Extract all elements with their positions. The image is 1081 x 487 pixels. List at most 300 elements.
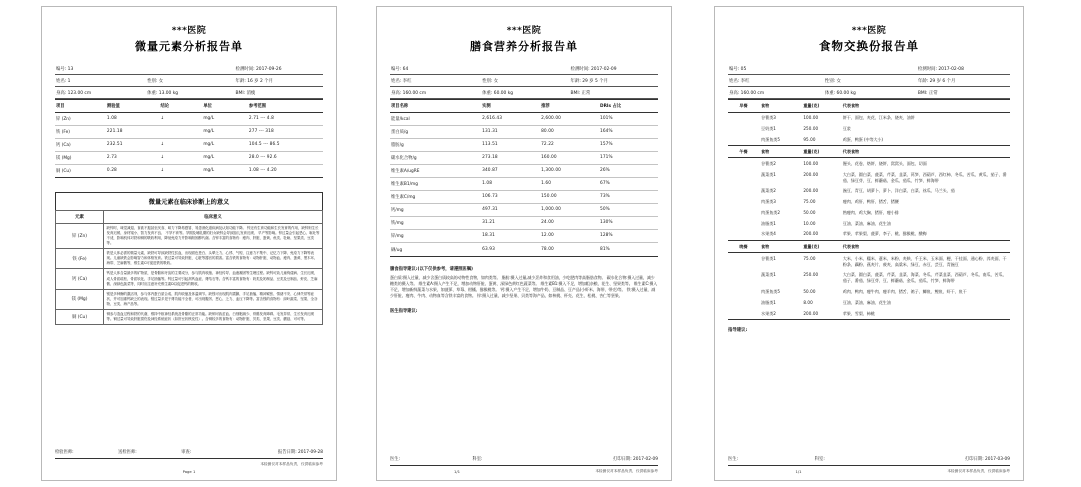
cell-dris-ratio: 81% — [599, 243, 658, 256]
cell-conclusion — [160, 125, 203, 138]
cell-food-group: 谷薯类3 — [761, 114, 776, 120]
cell-dris-ratio: 164% — [599, 125, 658, 138]
cell-unit: mg/L — [202, 125, 248, 138]
print-date: 打印日期: 2017-03-09 — [965, 456, 1010, 462]
patient-age-label: 年龄: — [235, 78, 246, 84]
patient-weight-value: 60.00 kg — [836, 90, 856, 96]
info-row — [728, 86, 1010, 98]
patient-age-label: 年龄: — [570, 78, 581, 84]
page-spacer — [390, 314, 658, 455]
page-title: 食物交换份报告单 — [819, 39, 919, 53]
table-row — [728, 253, 1010, 270]
column-header-unit: 单位 — [202, 99, 248, 112]
cell-food-group: 油脂类1 — [761, 299, 776, 305]
cell-recommended-value: 2,600.00 — [540, 112, 599, 125]
cell-food-group: 油脂类1 — [761, 220, 776, 226]
footer-line — [390, 466, 658, 475]
cell-food-weight: 200.00 — [801, 308, 840, 319]
table-row — [390, 112, 658, 125]
patient-height-cell — [55, 86, 146, 98]
cell-food-weight: 50.00 — [803, 209, 816, 215]
cell-unit: mg/L — [202, 151, 248, 164]
hospital-name: ***医院 — [171, 26, 207, 36]
cell-representative-foods: 豆油、菜油、麻油、花生油 — [842, 220, 891, 226]
patient-age-label: 年龄: — [917, 78, 929, 84]
cell-food-group: 豆奶类1 — [761, 125, 776, 131]
cell-actual-value: 273.18 — [481, 151, 540, 164]
cell-meal-spacer — [728, 218, 759, 229]
patient-id-label: 编号: — [56, 66, 67, 72]
document-page-trace-element-report[interactable] — [41, 6, 337, 481]
signature-row — [728, 456, 1010, 466]
cell-conclusion: ↓ — [160, 151, 203, 164]
cell-food-weight: 95.00 — [803, 136, 816, 142]
patient-bmi-cell — [917, 86, 1010, 98]
table-row — [390, 243, 658, 256]
cell-conclusion: ↓ — [160, 164, 203, 177]
cell-nutrient-name: 锌/mg — [390, 230, 481, 243]
cell-actual-value: 106.73 — [481, 191, 540, 204]
cell-clinical-meaning: 铜参与造血过程和铁的代谢，维持中枢神经系统及骨骼的正常功能。缺铜可致贫血、白细胞减少、骨骼发育障碍、毛发异常、生长发育迟缓等。铜过量可导致肝脏损伤及神经系统症状（如肝豆状核变性）。含铜较多的食物有：动物肝脏、贝类、坚果、豆类、蘑菇、可可等。 — [104, 309, 323, 324]
cell-actual-value: 131.31 — [481, 125, 540, 138]
table-row — [390, 125, 658, 138]
test-time-label: 检测时间: — [917, 66, 937, 72]
patient-age-cell — [917, 74, 1010, 86]
cell-representative-foods: 苹果、雪梨、柿桃 — [841, 308, 1010, 319]
cell-meal-name: 早餐 — [728, 99, 759, 112]
cell-actual-value: 63.93 — [481, 243, 540, 256]
info-empty-cell — [481, 63, 569, 74]
cell-actual-value: 18.31 — [481, 230, 540, 243]
cell-recommended-value: 78.00 — [540, 243, 599, 256]
cell-food-weight: 8.00 — [803, 299, 813, 305]
test-time-cell — [570, 63, 658, 74]
cell-representative-foods: 豌豆、青豆、胡萝卜、萝卜、洋白菜、白菜、丝瓜、马兰头、茄 — [842, 188, 955, 194]
info-row — [390, 63, 658, 74]
cell-actual-value: 113.51 — [481, 138, 540, 151]
cell-element-name: 铁 (Fe) — [55, 125, 106, 138]
disclaimer-text: 本检测仅对本样品负责，仅供临床参考 — [260, 462, 323, 466]
cell-representative-foods: 熟瘦肉、鸡大胸、猪肝、瘦小排 — [842, 209, 899, 215]
cell-actual-value: 31.21 — [481, 217, 540, 230]
table-header-row — [390, 99, 658, 112]
cell-recommended-value: 72.22 — [540, 138, 599, 151]
patient-id-label: 编号: — [391, 66, 402, 72]
test-time-value: 2017-02-09 — [591, 66, 617, 72]
patient-sex-cell — [146, 74, 234, 86]
table-row — [56, 249, 323, 269]
patient-bmi-label: BMI: — [570, 90, 581, 96]
info-row — [728, 63, 1010, 74]
table-row — [390, 230, 658, 243]
patient-name-label: 姓名: — [56, 78, 67, 84]
table-row — [728, 123, 1010, 134]
patient-name-label: 姓名: — [729, 78, 740, 84]
cell-food-group: 水果类2 — [759, 308, 801, 319]
patient-id-label: 编号: — [729, 66, 740, 72]
patient-id-value: 64 — [402, 66, 409, 72]
reviewer-label: 审查: — [181, 449, 192, 455]
column-header-represent: 代表食物 — [841, 145, 1010, 158]
cell-actual-value: 2,616.43 — [481, 112, 540, 125]
cell-meal-spacer — [728, 186, 759, 197]
patient-height-value: 160.00 cm — [740, 90, 765, 96]
cell-meal-spacer — [728, 134, 759, 145]
patient-weight-value: 13.00 kg — [158, 90, 179, 96]
cell-food-group: 肉蛋鱼类2 — [761, 209, 780, 215]
column-header-actual: 实测 — [481, 99, 540, 112]
column-header-weight: 重量(克) — [801, 240, 840, 253]
table-row — [728, 308, 1010, 319]
patient-id-cell — [728, 63, 824, 74]
cell-food-group: 谷薯类1 — [761, 255, 776, 261]
patient-weight-cell — [481, 86, 569, 98]
table-row — [55, 112, 323, 125]
table-row — [728, 287, 1010, 298]
table-row — [728, 112, 1010, 123]
diet-recommendation-body: 蛋白质:摄入过量，减少含蛋白质较高的动物性食物，如肉类等。 脂肪:摄入过量,减少烹炸和食用油，少吃肥肉等高脂肪食物。 碳水化合物:摄入过量，减少糖类的摄入等。 维生素A:摄入产生不足，增加动物肝脏、蛋黄、深绿色黄红色蔬菜等。 维生素B1:摄入不足，增加粗杂粮、花生、坚果类等。 维生素C:摄入不足，增加新鲜蔬菜与水果，如菠萝、草莓、柑橘、猕猴桃等。 钙:摄入产生不足，增加牛奶、豆制品、豆产品(小虾米、海带、带壳)等。 铁:摄入过量，减少肝脏、瘦肉、牛肉、动物血等含铁丰富的食物。 锌:摄入过量，减少坚果、贝类等海产品，如核桃、杯壳、花生、松桃、杏仁等坚果。 — [390, 274, 658, 299]
info-row — [390, 74, 658, 86]
column-header-conclusion: 结论 — [160, 99, 203, 112]
patient-bmi-value: 正常 — [581, 90, 591, 96]
cell-meal-spacer — [728, 253, 759, 270]
cell-nutrient-name: 碳水化合物/g — [390, 151, 481, 164]
cell-recommended-value: 150.00 — [540, 191, 599, 204]
doctor-label: 医生: — [390, 456, 401, 462]
cell-recommended-value: 1.60 — [540, 178, 599, 191]
cell-element-symbol: 钙 (Ca) — [56, 269, 104, 289]
patient-info-table — [55, 63, 323, 99]
cell-measured-value: 232.51 — [106, 138, 160, 151]
table-row — [728, 229, 1010, 240]
patient-age-value: 29 岁 5 个月 — [582, 78, 608, 84]
table-row — [390, 138, 658, 151]
advice-label: 指导建议: — [728, 327, 748, 333]
department-label: 科室: — [472, 456, 483, 462]
table-header-row — [55, 99, 323, 112]
cell-representative-foods: 鸡肉、鸭肉、瘦牛肉、瘦羊肉、猪舌、鸽子、鲫鱼、鲤鱼、虾干、鱼干 — [842, 289, 967, 295]
cell-dris-ratio: 50% — [599, 204, 658, 217]
doctor-label: 医生: — [728, 456, 739, 462]
cell-actual-value: 497.31 — [481, 204, 540, 217]
cell-dris-ratio: 26% — [599, 164, 658, 177]
column-header-weight: 重量(克) — [801, 145, 840, 158]
table-row — [390, 164, 658, 177]
test-time-value: 2017-02-08 — [938, 66, 964, 72]
patient-bmi-label: BMI: — [917, 90, 928, 96]
cell-recommended-value: 1,000.00 — [540, 204, 599, 217]
table-row — [728, 218, 1010, 229]
cell-dris-ratio: 67% — [599, 178, 658, 191]
cell-food-weight: 100.00 — [803, 160, 819, 166]
cell-food-weight: 250.00 — [803, 272, 819, 278]
patient-name-value: 李红 — [402, 78, 412, 84]
column-header-food: 食物 — [759, 240, 801, 253]
cell-meal-name: 午餐 — [728, 145, 759, 158]
table-row — [728, 186, 1010, 197]
footer-line — [728, 466, 1010, 475]
meal-header-row — [728, 99, 1010, 112]
column-header-range: 参考范围 — [248, 99, 323, 112]
table-row — [56, 269, 323, 289]
cell-representative-foods: 鸡蛋、鸭蛋 (中等大小) — [842, 136, 883, 142]
column-header-food: 食物 — [759, 99, 801, 112]
cell-food-weight: 50.00 — [803, 289, 816, 295]
cell-reference-range: 28.0 --- 92.6 — [248, 151, 323, 164]
cell-nutrient-name: 维生素C/mg — [390, 191, 481, 204]
test-time-cell — [917, 63, 1010, 74]
table-row — [728, 297, 1010, 308]
cell-meal-spacer — [728, 123, 759, 134]
cell-food-weight: 200.00 — [803, 231, 819, 237]
disclaimer-text: 本检测仅对本样品负责，仅供临床参考 — [595, 469, 658, 473]
cell-food-group: 蔬菜类2 — [761, 188, 776, 194]
patient-weight-label: 体重: — [147, 90, 158, 96]
cell-food-weight: 10.00 — [803, 220, 816, 226]
diet-recommendation-section — [390, 266, 658, 315]
patient-height-label: 身高: — [729, 90, 740, 96]
patient-sex-label: 性别: — [147, 78, 158, 84]
patient-height-cell — [728, 86, 824, 98]
test-time-label: 检测时间: — [570, 66, 590, 72]
cell-meal-spacer — [728, 287, 759, 298]
cell-nutrient-name: 维生素A/ugRE — [390, 164, 481, 177]
info-row — [390, 86, 658, 98]
cell-reference-range: 1.08 --- 4.20 — [248, 164, 323, 177]
cell-reference-range: 2.71 --- 4.8 — [248, 112, 323, 125]
cell-recommended-value: 160.00 — [540, 151, 599, 164]
cell-food-weight: 200.00 — [803, 171, 819, 177]
cell-meal-spacer — [728, 308, 759, 319]
cell-recommended-value: 24.00 — [540, 217, 599, 230]
patient-id-cell — [55, 63, 146, 74]
cell-element-symbol: 镁 (Mg) — [56, 289, 104, 309]
cell-dris-ratio: 101% — [599, 112, 658, 125]
cell-reference-range: 277 --- 318 — [248, 125, 323, 138]
cell-measured-value: 0.28 — [106, 164, 160, 177]
patient-id-cell — [390, 63, 481, 74]
page-spacer — [728, 333, 1010, 456]
cell-nutrient-name: 硒/ug — [390, 243, 481, 256]
cell-nutrient-name: 维生素B1/mg — [390, 178, 481, 191]
table-row — [728, 197, 1010, 208]
cell-nutrient-name: 脂肪/g — [390, 138, 481, 151]
patient-weight-value: 60.00 kg — [493, 90, 514, 96]
cell-representative-foods: 苹果、苹果梨、菠萝、李子、桃、猕猴桃、酸梅 — [842, 231, 927, 237]
page-number: 1/1 — [795, 469, 802, 474]
cell-representative-foods: 豆浆 — [842, 125, 851, 131]
hospital-name: ***医院 — [851, 26, 887, 36]
cell-representative-foods: 瘦肉、鸡肝、鸭肝、猪舌、猪腰 — [842, 199, 899, 205]
patient-bmi-value: 正常 — [928, 90, 938, 96]
patient-height-value: 160.00 cm — [402, 90, 427, 96]
disclaimer-text: 本检测仅对本样品负责，仅供临床参考 — [947, 469, 1010, 473]
patient-weight-cell — [824, 86, 917, 98]
test-time-cell — [235, 63, 323, 74]
clinical-significance-table — [55, 210, 323, 325]
patient-name-cell — [728, 74, 824, 86]
cell-food-group: 谷薯类2 — [761, 160, 776, 166]
patient-bmi-cell — [570, 86, 658, 98]
cell-element-name: 镁 (Mg) — [55, 151, 106, 164]
cell-meal-spacer — [728, 270, 759, 287]
table-header-row — [56, 211, 323, 224]
column-header-represent: 代表食物 — [841, 240, 1010, 253]
cell-clinical-meaning: 钙是人体含量最多的矿物质，是骨骼和牙齿的主要成分，参与肌肉收缩、神经传导、血液凝固等生理过程。缺钙可致儿童佝偻病、生长迟缓，成人骨质疏松、骨质软化、手足抽搐等。钙过量可引起高钙血症、肾结石等。含钙丰富的食物有：奶类及奶制品、豆类及豆制品、虾皮、芝麻酱、深绿色蔬菜等，同时应注意补充维生素D以促进钙的吸收。 — [104, 269, 323, 289]
patient-height-cell — [390, 86, 481, 98]
table-row — [56, 224, 323, 249]
cell-representative-foods: 饼干、面包、麦花、江米条、烧麦、油饼 — [842, 114, 915, 120]
table-row — [55, 164, 323, 177]
patient-weight-cell — [146, 86, 234, 98]
page-title: 微量元素分析报告单 — [135, 40, 243, 53]
cell-dris-ratio: 171% — [599, 151, 658, 164]
table-row — [728, 169, 1010, 186]
patient-name-value: 1 — [67, 78, 71, 84]
document-page-nutrition-report[interactable] — [376, 6, 672, 481]
patient-sex-cell — [824, 74, 917, 86]
cell-representative-foods: 大米、小米、糯米、薏米、米粉、麦麸、千王米、玉米面、粳、干挂面、通心粉、荞麦面、干粉条、藕粉、燕麦片、莜麦、高粱米、绿豆、赤豆、芸豆、青豌豆 — [842, 255, 1007, 267]
page-spacer — [55, 325, 323, 449]
cell-food-weight: 100.00 — [803, 114, 819, 120]
cell-actual-value: 340.87 — [481, 164, 540, 177]
cell-element-symbol: 铜 (Cu) — [56, 309, 104, 324]
cell-nutrient-name: 蛋白质/g — [390, 125, 481, 138]
cell-nutrient-name: 钙/mg — [390, 204, 481, 217]
cell-actual-value: 1.08 — [481, 178, 540, 191]
cell-recommended-value: 1,300.00 — [540, 164, 599, 177]
cell-conclusion: ↓ — [160, 112, 203, 125]
cell-meal-name: 晚餐 — [728, 240, 759, 253]
patient-bmi-value: 消瘦 — [246, 90, 256, 96]
print-date: 打印日期: 2017-02-09 — [613, 456, 659, 462]
doctor-advice-heading: 医生指导建议: — [390, 309, 418, 315]
cell-recommended-value: 80.00 — [540, 125, 599, 138]
info-row — [55, 86, 323, 98]
cell-food-weight: 250.00 — [803, 125, 819, 131]
column-header-meaning: 临床意义 — [104, 211, 323, 224]
column-header-weight: 重量(克) — [801, 99, 840, 112]
patient-name-cell — [390, 74, 481, 86]
cell-reference-range: 104.5 --- 86.5 — [248, 138, 323, 151]
patient-id-value: 13 — [67, 66, 74, 72]
column-header-represent: 代表食物 — [841, 99, 1010, 112]
patient-sex-label: 性别: — [824, 78, 836, 84]
cell-meal-spacer — [728, 169, 759, 186]
table-row — [390, 191, 658, 204]
cell-food-group: 肉蛋鱼类5 — [761, 289, 780, 295]
cell-clinical-meaning: 镁是多种酶的激活剂，参与体内蛋白质合成、肌肉收缩及体温调节。缺镁可出现肌肉震颤、手足抽搐、精神紧张、情绪不安、心律失常等症状，并可加重钙缺乏的表现。镁过量多见于肾功能不全者，可出现腹泻、恶心、乏力、血压下降等。富含镁的食物有：绿叶蔬菜、坚果、全谷物、豆类、海产品等。 — [104, 289, 323, 309]
cell-food-group: 水果类4 — [761, 231, 776, 237]
table-row — [728, 158, 1010, 169]
info-row — [55, 63, 323, 74]
table-row — [56, 289, 323, 309]
cell-clinical-meaning: 缺锌时，味觉减退、食欲不振甚至厌食、味力下降易感冒、易患消化道疾病及认知功能下降。 锌还有生育功能和生长发育的作用，缺锌则生长发育迟缓、身材矮小、智力发育不良、 不孕不育等。孕期及哺乳期的妇女缺锌会导致胎儿发育迟缓、 早产等影响。锌过量会引起恶心、呕吐等不适，影响机体对铁和铜的吸收利用，降低免疫力并影响胆固醇代谢。含锌丰富的食物有：瘦肉、肝脏、蛋黄、鱼类、牡蛎、坚果类、豆类等。 — [104, 224, 323, 249]
cell-meal-spacer — [728, 158, 759, 169]
cell-element-name: 钙 (Ca) — [55, 138, 106, 151]
cell-dris-ratio: 157% — [599, 138, 658, 151]
cell-conclusion: ↓ — [160, 138, 203, 151]
signature-row — [55, 449, 323, 459]
column-header-value: 测验值 — [106, 99, 160, 112]
table-row — [55, 125, 323, 138]
patient-name-cell — [55, 74, 146, 86]
table-row — [728, 134, 1010, 145]
cell-meal-spacer — [728, 207, 759, 218]
patient-info-table — [728, 63, 1010, 99]
referring-doctor-label: 送检医师: — [118, 449, 137, 455]
clinical-significance-title: 微量元素在临床诊断上的意义 — [55, 192, 323, 210]
column-header-item: 项目名称 — [390, 99, 481, 112]
table-row — [55, 151, 323, 164]
clinical-significance-section — [55, 192, 323, 325]
column-header-item: 项目 — [55, 99, 106, 112]
patient-height-label: 身高: — [391, 90, 402, 96]
patient-sex-value: 女 — [836, 78, 841, 84]
patient-name-value: 李红 — [740, 78, 750, 84]
patient-bmi-cell — [235, 86, 323, 98]
nutrient-table — [390, 99, 658, 257]
cell-element-symbol: 铁 (Fe) — [56, 249, 104, 269]
patient-sex-value: 女 — [493, 78, 499, 84]
cell-recommended-value: 12.00 — [540, 230, 599, 243]
cell-element-name: 铜 (Cu) — [55, 164, 106, 177]
cell-food-weight: 200.00 — [803, 188, 819, 194]
patient-bmi-label: BMI: — [235, 90, 246, 96]
cell-unit: mg/L — [202, 138, 248, 151]
page-number: 1/1 — [453, 469, 461, 474]
page-number: Page 1 — [182, 469, 196, 474]
signature-row — [390, 456, 658, 466]
cell-unit: mg/L — [202, 112, 248, 125]
cell-meal-spacer — [728, 297, 759, 308]
test-time-label: 检测时间: — [235, 66, 255, 72]
table-row — [390, 151, 658, 164]
patient-weight-label: 体重: — [824, 90, 836, 96]
lab-doctor-label: 检验医师: — [55, 449, 74, 455]
cell-measured-value: 221.18 — [106, 125, 160, 138]
patient-id-value: 05 — [740, 66, 747, 72]
cell-meal-spacer — [728, 229, 759, 240]
page-title: 膳食营养分析报告单 — [470, 40, 578, 53]
document-page-food-exchange-report[interactable] — [714, 6, 1024, 481]
cell-food-weight: 75.00 — [803, 199, 816, 205]
column-header-element: 元素 — [56, 211, 104, 224]
cell-meal-spacer — [728, 112, 759, 123]
cell-measured-value: 2.73 — [106, 151, 160, 164]
department-label: 科室: — [814, 456, 825, 462]
column-header-food: 食物 — [759, 145, 801, 158]
cell-element-symbol: 锌 (Zn) — [56, 224, 104, 249]
patient-age-value: 29 岁 6 个月 — [929, 78, 956, 84]
cell-food-group: 蔬菜类1 — [761, 272, 776, 278]
info-row — [55, 74, 323, 86]
cell-representative-foods: 大白菜、圆白菜、菠菜、芹菜、韭菜、莴笋、西葫芦、西红柿、冬瓜、苦瓜、黄瓜、茄子、番茄、绿豆芽、豆、鲜蘑菇、金瓜、茄瓜、竹笋、鲜海带 — [842, 171, 1007, 183]
report-date: 报告日期: 2017-09-28 — [278, 449, 324, 455]
cell-nutrient-name: 铁/mg — [390, 217, 481, 230]
column-header-recommend: 推荐 — [540, 99, 599, 112]
trace-element-table — [55, 99, 323, 178]
hospital-name: ***医院 — [506, 26, 542, 36]
cell-measured-value: 1.08 — [106, 112, 160, 125]
cell-food-group: 肉蛋类3 — [761, 199, 776, 205]
patient-info-table — [390, 63, 658, 99]
patient-age-cell — [235, 74, 323, 86]
cell-food-weight: 75.00 — [803, 255, 816, 261]
table-row — [56, 309, 323, 324]
patient-age-cell — [570, 74, 658, 86]
table-row — [55, 138, 323, 151]
